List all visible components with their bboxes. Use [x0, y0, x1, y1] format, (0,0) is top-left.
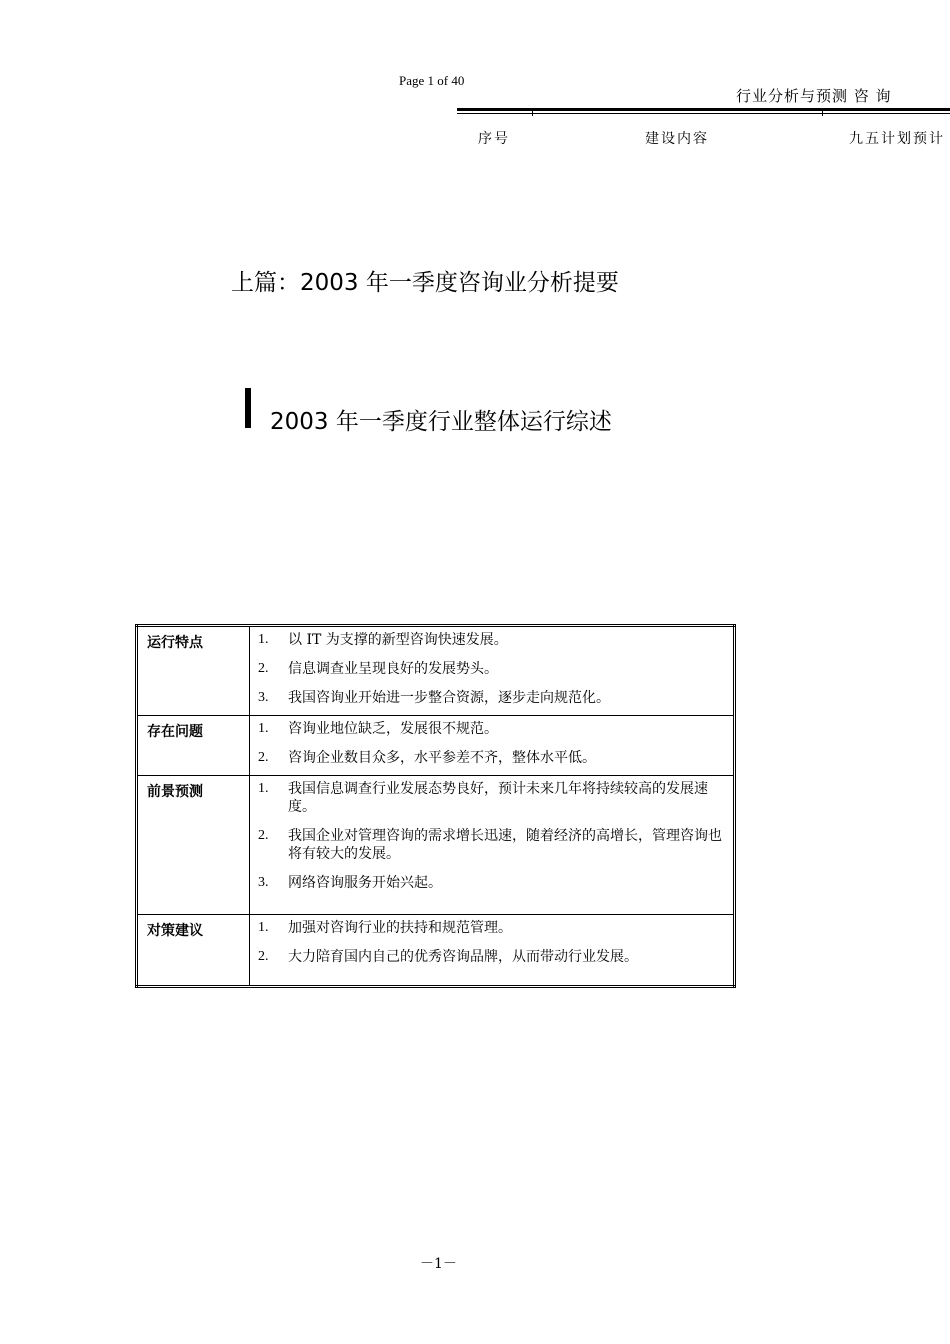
- items-cell: [250, 776, 735, 915]
- item-text: 信息调查业呈现良好的发展势头。: [288, 661, 498, 677]
- document-title: 上篇：2003 年一季度咨询业分析提要: [231, 270, 619, 296]
- category-cell: 存在问题: [137, 716, 250, 776]
- header-column-content: 建设内容: [645, 131, 709, 147]
- list-item: [258, 660, 727, 678]
- item-text: 咨询业地位缺乏，发展很不规范。: [288, 721, 498, 737]
- item-text: 我国信息调查行业发展态势良好，预计未来几年将持续较高的发展速度。: [288, 781, 708, 815]
- items-cell: [250, 626, 735, 716]
- items-cell: [250, 915, 735, 987]
- item-text: 我国企业对管理咨询的需求增长迅速，随着经济的高增长，管理咨询也将有较大的发展。: [288, 828, 722, 862]
- page-number: －1－: [420, 1256, 457, 1272]
- category-cell: 运行特点: [137, 626, 250, 716]
- header-rule: [457, 108, 950, 111]
- list-item: [258, 689, 727, 707]
- item-number: 1.: [258, 781, 269, 796]
- category-cell: 对策建议: [137, 915, 250, 987]
- category-cell: 前景预测: [137, 776, 250, 915]
- item-number: 2.: [258, 828, 269, 843]
- list-item: [258, 874, 727, 892]
- item-text: 咨询企业数目众多，水平参差不齐，整体水平低。: [288, 750, 596, 766]
- item-number: 2.: [258, 750, 269, 765]
- item-number: 2.: [258, 661, 269, 676]
- page-indicator: Page 1 of 40: [399, 73, 465, 88]
- item-text: 我国咨询业开始进一步整合资源，逐步走向规范化。: [288, 690, 610, 706]
- list-item: [258, 780, 727, 816]
- table-row: [137, 716, 735, 776]
- header-column-divider: [532, 108, 533, 116]
- list-item: [258, 919, 727, 937]
- section-title: 2003 年一季度行业整体运行综述: [270, 409, 612, 435]
- item-number: 3.: [258, 690, 269, 705]
- item-number: 2.: [258, 949, 269, 964]
- item-number: 1.: [258, 721, 269, 736]
- item-text: 网络咨询服务开始兴起。: [288, 875, 442, 891]
- list-item: [258, 827, 727, 863]
- item-number: 1.: [258, 920, 269, 935]
- table-row: [137, 626, 735, 716]
- section-marker-bar: [245, 388, 251, 428]
- header-rule-thin: [457, 113, 950, 114]
- summary-table: [135, 624, 736, 988]
- items-cell: [250, 716, 735, 776]
- item-text: 以 IT 为支撑的新型咨询快速发展。: [288, 632, 508, 648]
- list-item: [258, 948, 727, 966]
- item-text: 大力陪育国内自己的优秀咨询品牌，从而带动行业发展。: [288, 949, 638, 965]
- list-item: [258, 631, 727, 649]
- table-row: [137, 776, 735, 915]
- header-title: 行业分析与预测 咨 询: [736, 87, 892, 105]
- item-number: 1.: [258, 632, 269, 647]
- header-column-plan: 九五计划预计: [849, 131, 945, 147]
- item-text: 加强对咨询行业的扶持和规范管理。: [288, 920, 512, 936]
- item-number: 3.: [258, 875, 269, 890]
- header-column-serial: 序号: [478, 131, 510, 147]
- list-item: [258, 720, 727, 738]
- table-row: [137, 915, 735, 987]
- list-item: [258, 749, 727, 767]
- header-column-divider: [822, 108, 823, 116]
